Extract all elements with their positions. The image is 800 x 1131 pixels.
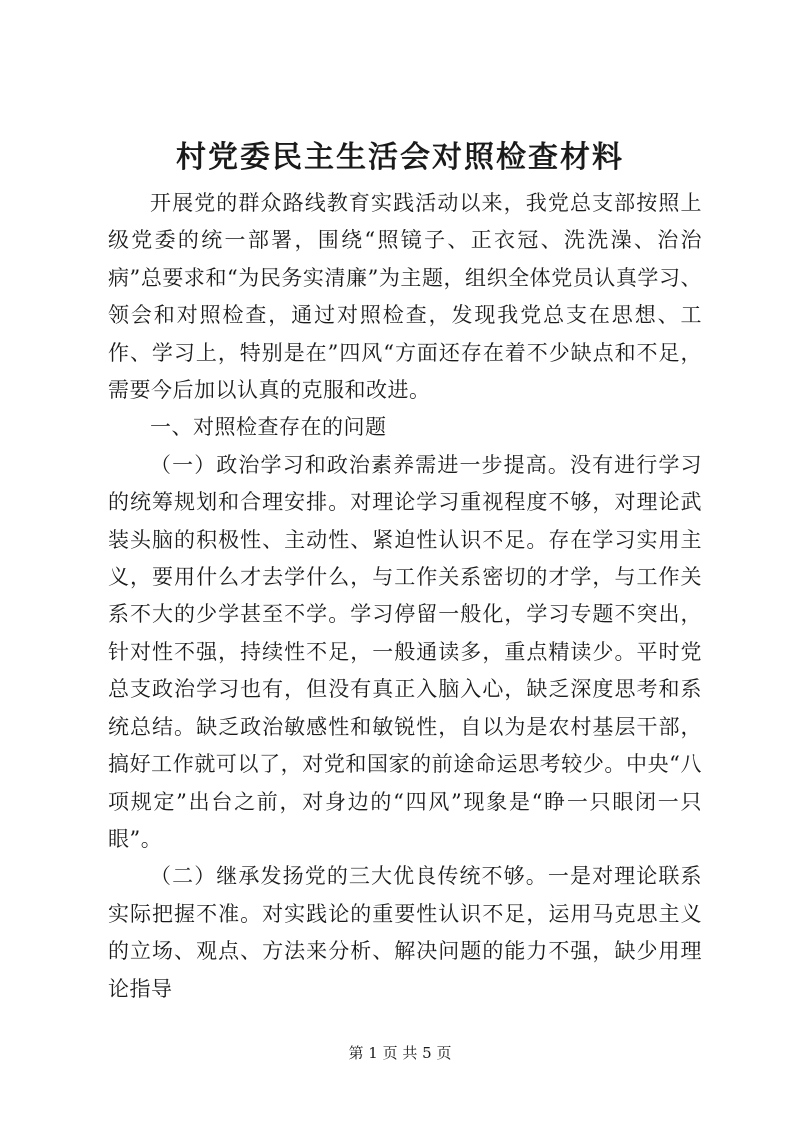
page-number: 第 1 页 共 5 页 bbox=[348, 1044, 452, 1062]
intro-paragraph: 开展党的群众路线教育实践活动以来，我党总支部按照上级党委的统一部署，围绕“照镜子、正衣冠、洗洗澡、治治病”总要求和“为民务实清廉”为主题，组织全体党员认真学习、领会和对照检查，通过对照检查，发现我党总支在思想、工作、学习上，特别是在”四风“方面还存在着不少缺点和不足，需要今后加以认真的克服和改进。 bbox=[108, 191, 702, 403]
document-title: 村党委民主生活会对照检查材料 bbox=[176, 140, 624, 175]
document-body bbox=[108, 185, 702, 1008]
issue-paragraph-1: （一）政治学习和政治素养需进一步提高。没有进行学习的统筹规划和合理安排。对理论学习重视程度不够，对理论武装头脑的积极性、主动性、紧迫性认识不足。存在学习实用主义，要用什么才去学什么，与工作关系密切的才学，与工作关系不大的少学甚至不学。学习停留一般化，学习专题不突出，针对性不强，持续性不足，一般通读多，重点精读少。平时党总支政治学习也有，但没有真正入脑入心，缺乏深度思考和系统总结。缺乏政治敏感性和敏锐性，自以为是农村基层干部，搞好工作就可以了，对党和国家的前途命运思考较少。中央“八项规定”出台之前，对身边的“四风”现象是“睁一只眼闭一只眼”。 bbox=[108, 452, 702, 851]
issue-paragraph-2: （二）继承发扬党的三大优良传统不够。一是对理论联系实际把握不准。对实践论的重要性认识不足，运用马克思主义的立场、观点、方法来分析、解决问题的能力不强，缺少用理论指导 bbox=[108, 864, 702, 1001]
section-heading: 一、对照检查存在的问题 bbox=[150, 415, 387, 440]
